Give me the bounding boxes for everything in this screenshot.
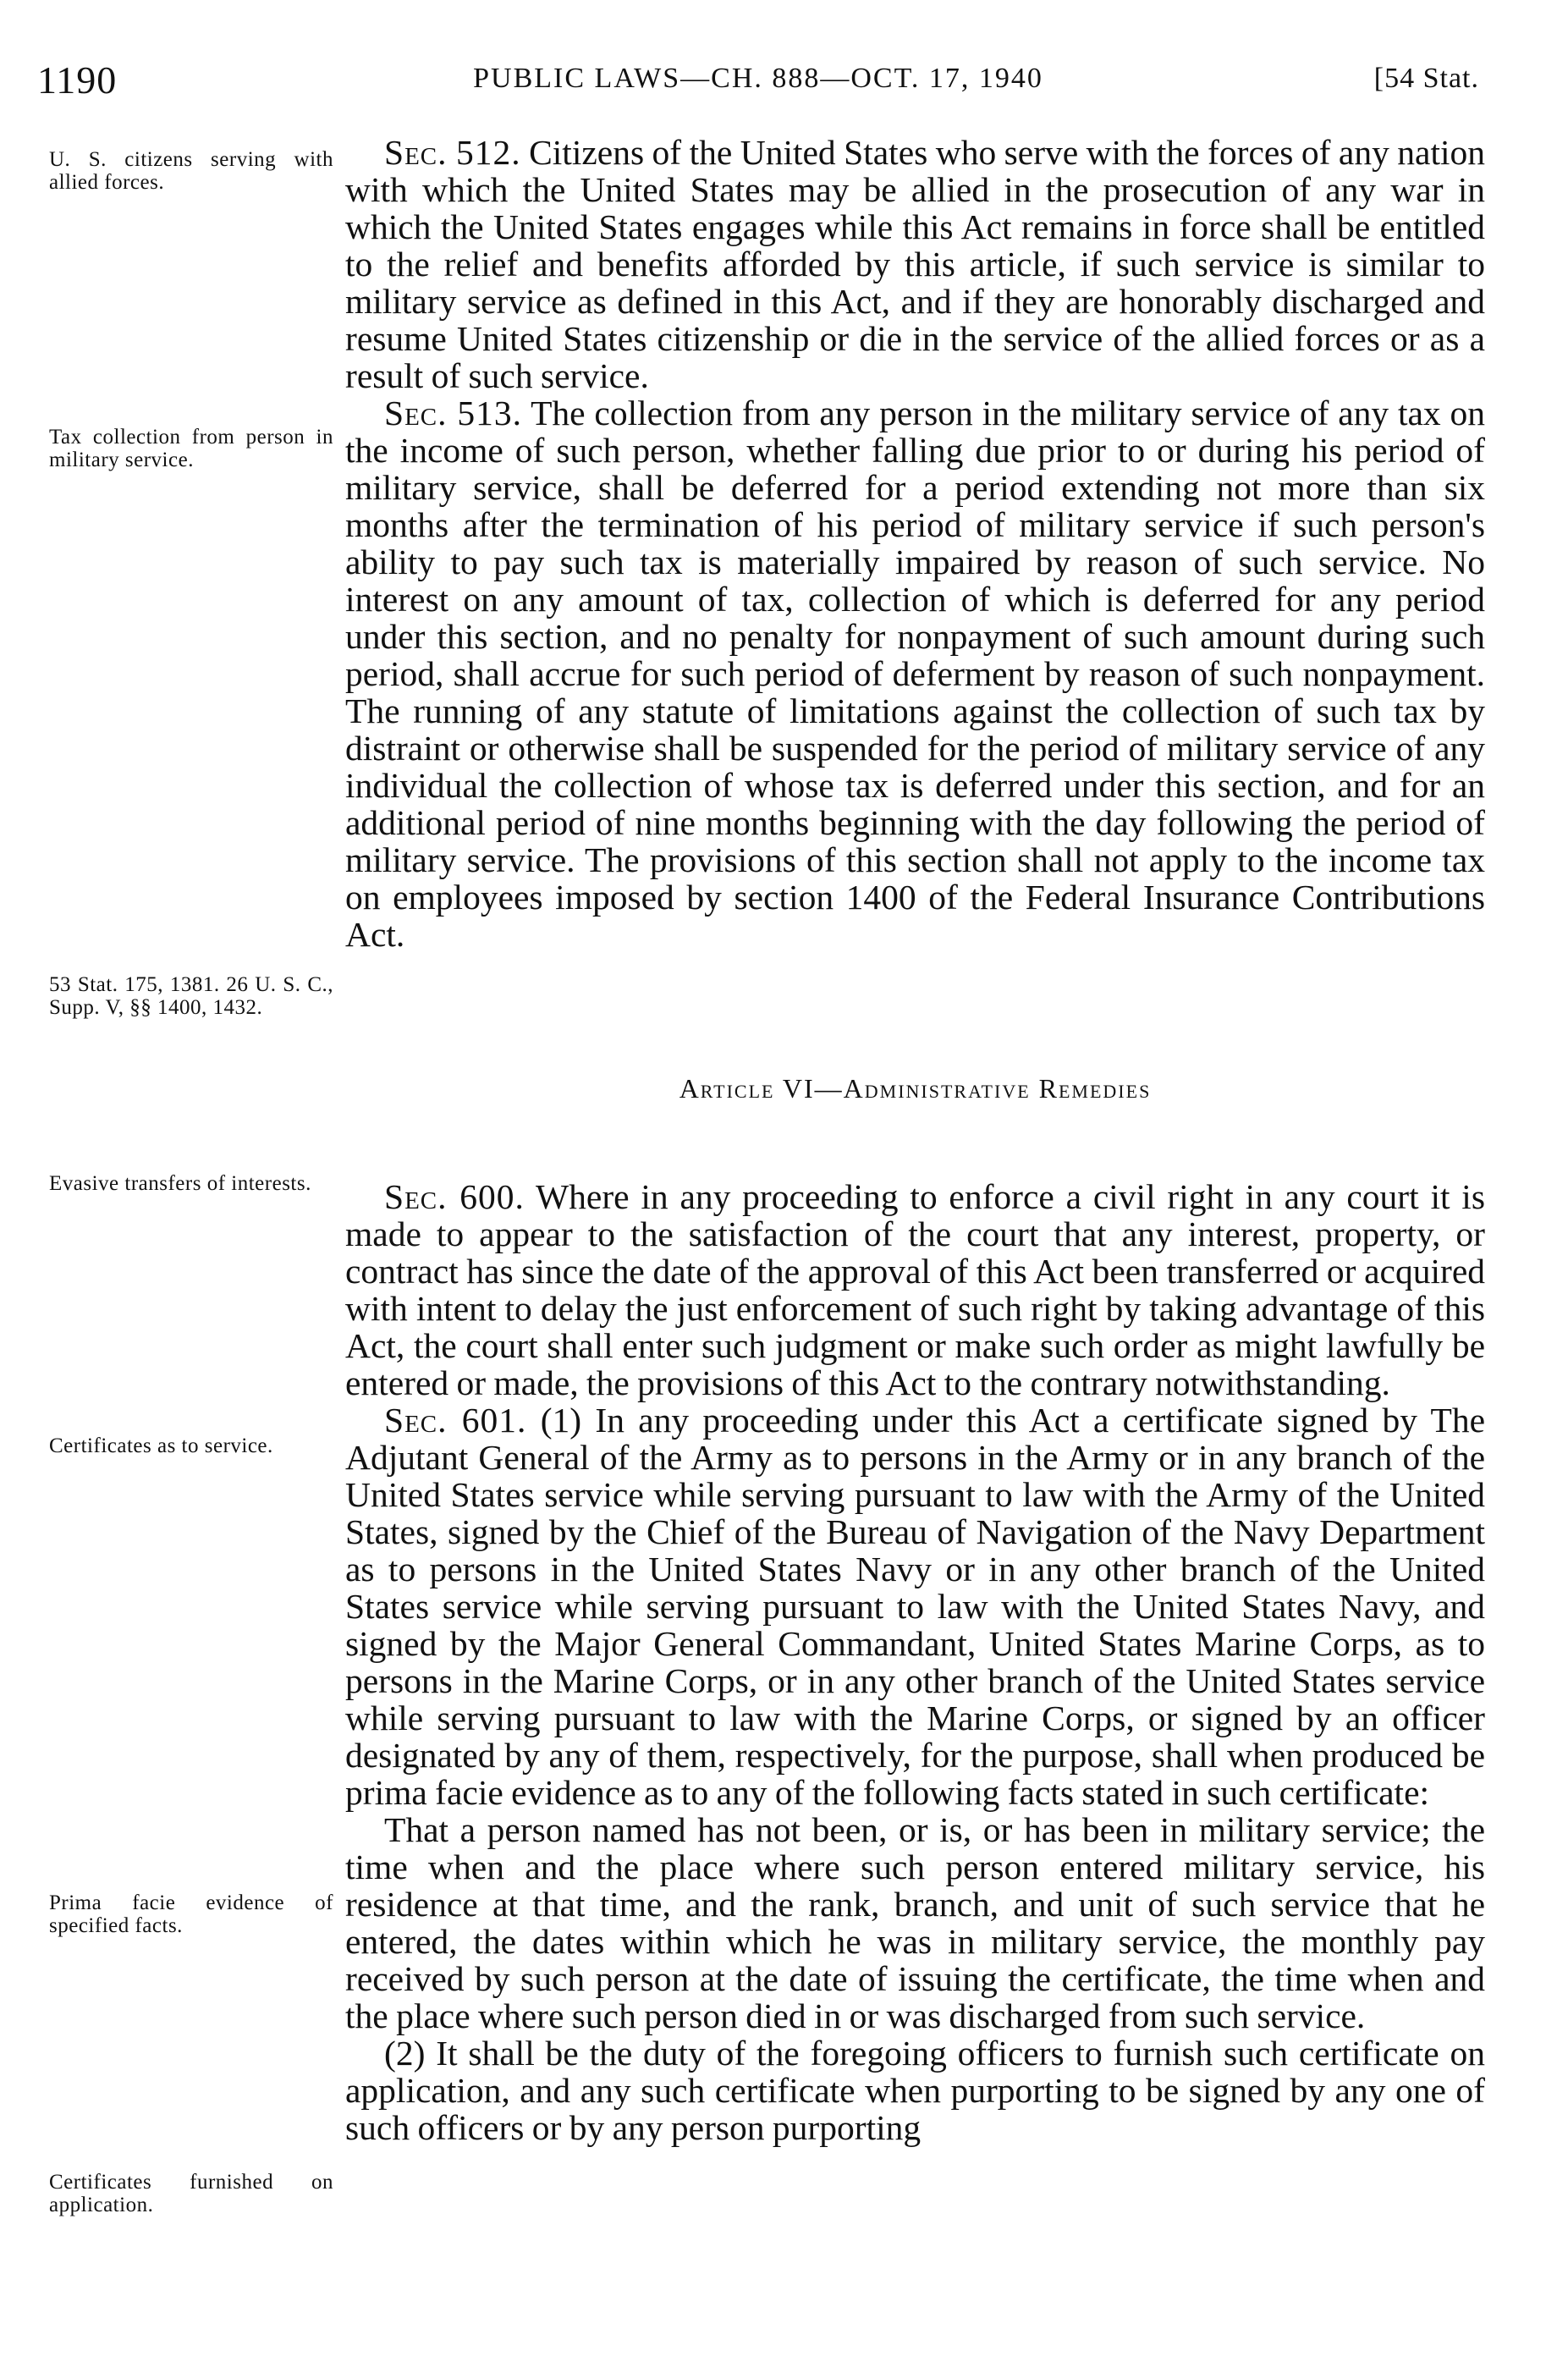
margin-note-statute-citation: 53 Stat. 175, 1381. 26 U. S. C., Supp. V, §§ 1400, 1432. xyxy=(49,973,333,1019)
section-513-label: Sec. 513. xyxy=(384,394,522,432)
section-601-paragraph-2: (2) It shall be the duty of the foregoing officers to furnish such certificate on application, and any such certificate when purporting to be signed by any one of such officers or by any person purporting xyxy=(345,2034,1485,2147)
section-601-label: Sec. 601. xyxy=(384,1401,527,1440)
running-title: PUBLIC LAWS—CH. 888—OCT. 17, 1940 xyxy=(473,63,1043,94)
article-heading-block xyxy=(345,1073,1485,1104)
margin-note-prima-facie: Prima facie evidence of specified facts. xyxy=(49,1891,333,1937)
section-512-label: Sec. 512. xyxy=(384,133,521,172)
section-600 xyxy=(345,1178,1485,1401)
page-header xyxy=(37,58,1479,105)
section-512 xyxy=(345,134,1485,394)
section-601-facts: That a person named has not been, or is, or has been in military service; the time when and the place where such person entered military service, his residence at that time, and the rank, branch, and unit of such service that he entered, the dates within which he was in military service, the monthly pay received by such person at the date of issuing the certificate, the time when and the place where such person died in or was discharged from such service. xyxy=(345,1810,1485,2035)
margin-note-certificates-service: Certificates as to service. xyxy=(49,1434,273,1457)
sections-600-601 xyxy=(345,1178,1485,2146)
margin-note-citizens-allied: U. S. citizens serving with allied forces. xyxy=(49,148,333,194)
section-512-text: Citizens of the United States who serve with the forces of any nation with which the United States may be allied in the prosecution of any war in which the United States engages while this Act remains in force shall be entitled to the relief and benefits afforded by this article, if such service is similar to military service as defined in this Act, and if they are honorably discharged and resume United States citizenship or die in the service of the allied forces or as a result of such service. xyxy=(345,133,1486,395)
sections-512-513 xyxy=(345,134,1485,953)
section-600-text: Where in any proceeding to enforce a civil right in any court it is made to appear to the satisfaction of the court that any interest, property, or contract has since the date of the approval of this Act been transferred or acquired with intent to delay the just enforcement of such right by taking advantage of this Act, the court shall enter such judgment or make such order as might lawfully be entered or made, the provisions of this Act to the contrary notwithstanding. xyxy=(345,1177,1485,1402)
margin-note-evasive-transfers: Evasive transfers of interests. xyxy=(49,1172,311,1195)
section-601-text: (1) In any proceeding under this Act a certificate signed by The Adjutant General of the Army as to persons in the Army or in any branch of the United States service while serving pursuant to law with the Army of the United States, signed by the Chief of the Bureau of Navigation of the Navy Department as to persons in the United States Navy or in any other branch of the United States service while serving pursuant to law with the United States Navy, and signed by the Major General Commandant, United States Marine Corps, as to persons in the Marine Corps, or in any other branch of the United States service while serving pursuant to law with the Marine Corps, or signed by an officer designated by any of them, respectively, for the purpose, shall when produced be prima facie evidence as to any of the following facts stated in such certificate: xyxy=(345,1401,1485,1812)
page-number: 1190 xyxy=(37,58,118,102)
section-513-text: The collection from any person in the military service of any tax on the income of such person, whether falling due prior to or during his period of military service, shall be deferred for a period extending not more than six months after the termination of his period of military service if such person's ability to pay such tax is materially impaired by reason of such service. No interest on any amount of tax, collection of which is deferred for any period under this section, and no penalty for nonpayment of such amount during such period, shall accrue for such period of deferment by reason of such nonpayment. The running of any statute of limitations against the collection of such tax by distraint or otherwise shall be suspended for the period of military service of any individual the collection of whose tax is deferred under this section, and for an additional period of nine months beginning with the day following the period of military service. The provisions of this section shall not apply to the income tax on employees imposed by section 1400 of the Federal Insurance Contributions Act. xyxy=(345,394,1486,954)
section-513 xyxy=(345,394,1485,953)
section-600-label: Sec. 600. xyxy=(384,1177,525,1216)
article-heading: Article VI—Administrative Remedies xyxy=(679,1073,1152,1104)
margin-note-certificates-furnished: Certificates furnished on application. xyxy=(49,2171,333,2216)
statute-reference: [54 Stat. xyxy=(1373,63,1479,94)
section-601 xyxy=(345,1401,1485,1811)
margin-note-tax-collection: Tax collection from person in military service. xyxy=(49,426,333,471)
